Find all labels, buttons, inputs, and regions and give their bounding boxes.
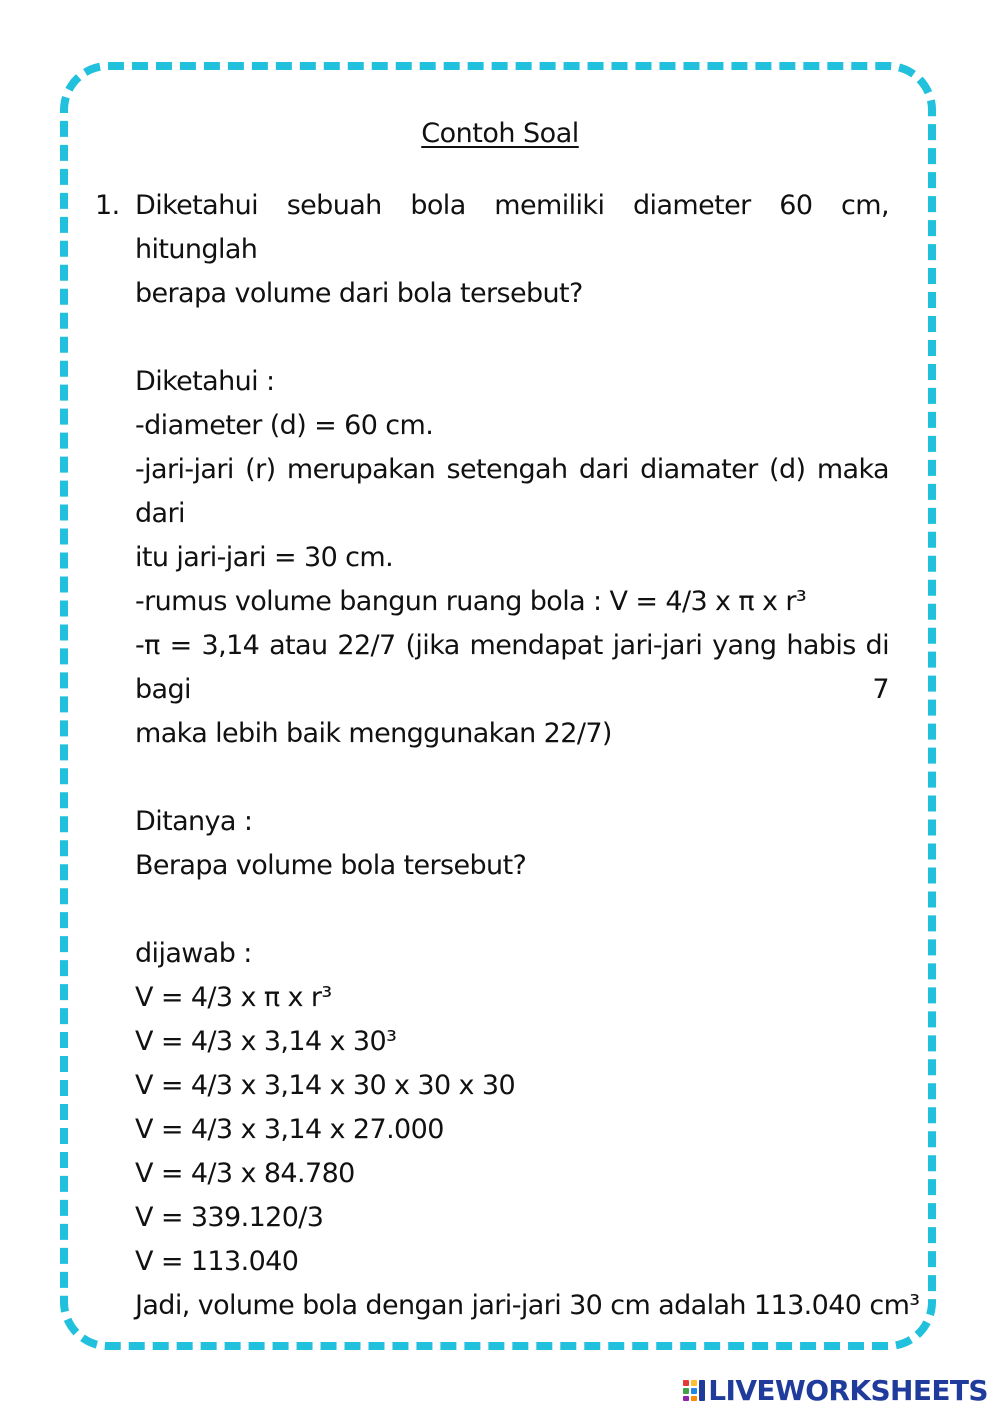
page-title [0, 116, 1000, 152]
brand-name: LIVEWORKSHEETS [708, 1373, 988, 1407]
liveworksheets-logo-icon [682, 1378, 706, 1402]
answer-step: V = 339.120/3 [135, 1202, 324, 1233]
answer-step: V = 4/3 x 3,14 x 27.000 [135, 1114, 444, 1145]
spacer [135, 316, 889, 360]
answer-conclusion: Jadi, volume bola dengan jari-jari 30 cm adalah 113.040 cm³ [135, 1290, 920, 1321]
page-title-text: Contoh Soal [421, 118, 579, 149]
known-line-3: itu jari-jari = 30 cm. [135, 542, 394, 573]
known-line-4: -rumus volume bangun ruang bola : V = 4/3 x π x r³ [135, 586, 807, 617]
asked-heading: Ditanya : [135, 806, 253, 837]
answer-step: V = 4/3 x 84.780 [135, 1158, 355, 1189]
known-line-5: -π = 3,14 atau 22/7 (jika mendapat jari-jari yang habis di bagi 7 [135, 630, 889, 705]
asked-line-1: Berapa volume bola tersebut? [135, 850, 527, 881]
answer-step: V = 113.040 [135, 1246, 299, 1277]
known-line-2: -jari-jari (r) merupakan setengah dari diamater (d) maka dari [135, 454, 889, 529]
answer-heading: dijawab : [135, 938, 252, 969]
spacer [135, 756, 889, 800]
liveworksheets-footer [682, 1372, 988, 1408]
answer-step: V = 4/3 x 3,14 x 30 x 30 x 30 [135, 1070, 516, 1101]
answer-step: V = 4/3 x 3,14 x 30³ [135, 1026, 397, 1057]
question-line-1: Diketahui sebuah bola memiliki diameter 60 cm, hitunglah [135, 190, 889, 265]
answer-step: V = 4/3 x π x r³ [135, 982, 332, 1013]
spacer [135, 888, 889, 932]
known-line-6: maka lebih baik menggunakan 22/7) [135, 718, 612, 749]
known-heading: Diketahui : [135, 366, 275, 397]
problem-number: 1. [95, 190, 120, 221]
problem-content [135, 184, 920, 1328]
question-line-2: berapa volume dari bola tersebut? [135, 278, 583, 309]
known-line-1: -diameter (d) = 60 cm. [135, 410, 434, 441]
